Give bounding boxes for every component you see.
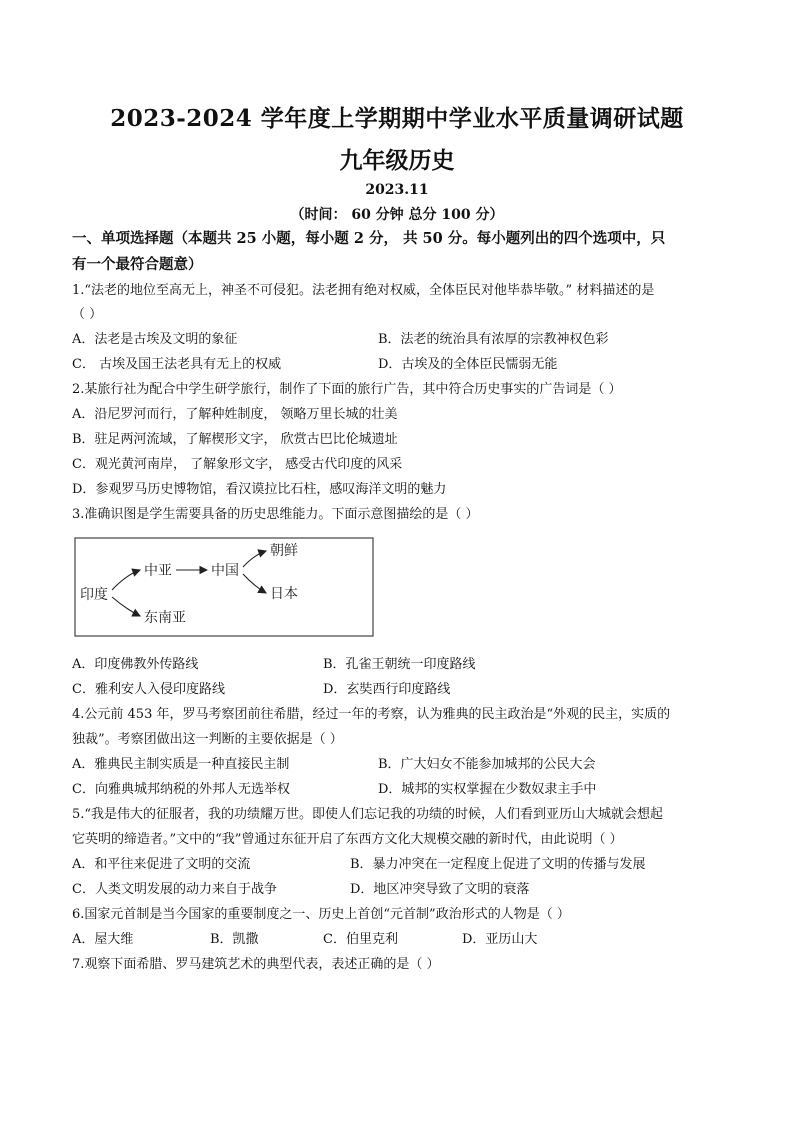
q1-option-b: B．法老的统治具有浓厚的宗教神权色彩	[378, 332, 609, 347]
exam-title: 2023-2024 学年度上学期期中学业水平质量调研试题	[110, 105, 684, 132]
q3-option-a: A．印度佛教外传路线	[72, 657, 199, 672]
exam-date: 2023.11	[365, 182, 429, 198]
q3-stem: 3.准确识图是学生需要具备的历史思维能力。下面示意图描绘的是（ ）	[72, 507, 479, 522]
q5-option-a: A．和平往来促进了文明的交流	[72, 857, 251, 872]
q3-option-b: B．孔雀王朝统一印度路线	[323, 657, 476, 672]
diagram-frame	[75, 538, 373, 636]
q5-stem-line1: 5.“我是伟大的征服者，我的功绩耀万世。即使人们忘记我的功绩的时候，人们看到亚历山大城就会想起	[72, 807, 664, 822]
arrow-china-korea	[243, 551, 266, 567]
q1-stem-line1: 1.“法老的地位至高无上，神圣不可侵犯。法老拥有绝对权威，全体臣民对他毕恭毕敬。” 材料描述的是	[72, 283, 655, 298]
q4-stem-line1: 4.公元前 453 年，罗马考察团前往希腊，经过一年的考察，认为雅典的民主政治是“外观的民主，实质的	[72, 707, 671, 722]
arrow-china-japan	[243, 574, 266, 593]
spread-route-diagram	[74, 537, 374, 637]
q4-option-d: D．城邦的实权掌握在少数奴隶主手中	[378, 782, 597, 797]
q4-stem-line2: 独裁”。考察团做出这一判断的主要依据是（ ）	[72, 732, 343, 747]
q6-stem: 6.国家元首制是当今国家的重要制度之一、历史上首创“元首制”政治形式的人物是（ ）	[72, 907, 570, 922]
q5-option-c: C．人类文明发展的动力来自于战争	[72, 882, 277, 897]
section-heading-line1: 一、单项选择题（本题共 25 小题，每小题 2 分， 共 50 分。每小题列出的四个选项中，只	[72, 230, 666, 247]
q2-option-a: A．沿尼罗河而行，了解种姓制度， 领略万里长城的壮美	[72, 407, 398, 422]
q5-stem-line2: 它英明的缔造者。”文中的“我”曾通过东征开启了东西方文化大规模交融的新时代，由此说明（ ）	[72, 832, 623, 847]
q4-option-c: C．向雅典城邦纳税的外邦人无选举权	[72, 782, 290, 797]
q4-option-a: A．雅典民主制实质是一种直接民主制	[72, 757, 290, 772]
q5-option-b: B．暴力冲突在一定程度上促进了文明的传播与发展	[350, 857, 646, 872]
q3-option-d: D．玄奘西行印度路线	[323, 682, 451, 697]
q6-option-d: D．亚历山大	[462, 932, 538, 947]
q2-option-b: B．驻足两河流域，了解楔形文字， 欣赏古巴比伦城遗址	[72, 432, 398, 447]
q5-option-d: D．地区冲突导致了文明的衰落	[350, 882, 530, 897]
q1-option-c: C． 古埃及国王法老具有无上的权威	[72, 357, 282, 372]
q2-option-c: C．观光黄河南岸， 了解象形文字， 感受古代印度的风采	[72, 457, 403, 472]
q2-option-d: D．参观罗马历史博物馆，看汉谟拉比石柱，感叹海洋文明的魅力	[72, 482, 447, 497]
q2-stem: 2.某旅行社为配合中学生研学旅行，制作了下面的旅行广告，其中符合历史事实的广告词是（ ）	[72, 382, 622, 397]
q6-option-b: B．凯撒	[210, 932, 259, 947]
q4-option-b: B．广大妇女不能参加城邦的公民大会	[378, 757, 596, 772]
exam-subject: 九年级历史	[339, 147, 455, 174]
label-southeast-asia: 东南亚	[144, 610, 186, 626]
q1-option-d: D．古埃及的全体臣民懦弱无能	[378, 357, 558, 372]
q6-option-c: C．伯里克利	[323, 932, 398, 947]
label-japan: 日本	[270, 586, 298, 602]
q3-option-c: C．雅利安人入侵印度路线	[72, 682, 225, 697]
route-diagram-svg	[74, 537, 374, 637]
label-korea: 朝鲜	[270, 543, 298, 559]
q1-stem-line2: （ ）	[72, 307, 103, 322]
label-china: 中国	[211, 563, 239, 579]
arrow-india-southeast-asia	[112, 597, 140, 616]
label-central-asia: 中亚	[144, 563, 172, 579]
q6-option-a: A．屋大维	[72, 932, 134, 947]
label-india: 印度	[80, 587, 108, 603]
q1-option-a: A．法老是古埃及文明的象征	[72, 332, 238, 347]
section-heading-line2: 有一个最符合题意）	[72, 256, 203, 273]
arrow-india-central-asia	[112, 570, 140, 590]
q7-stem: 7.观察下面希腊、罗马建筑艺术的典型代表，表述正确的是（ ）	[72, 957, 440, 972]
exam-time-info: （时间： 60 分钟 总分 100 分）	[290, 207, 504, 223]
